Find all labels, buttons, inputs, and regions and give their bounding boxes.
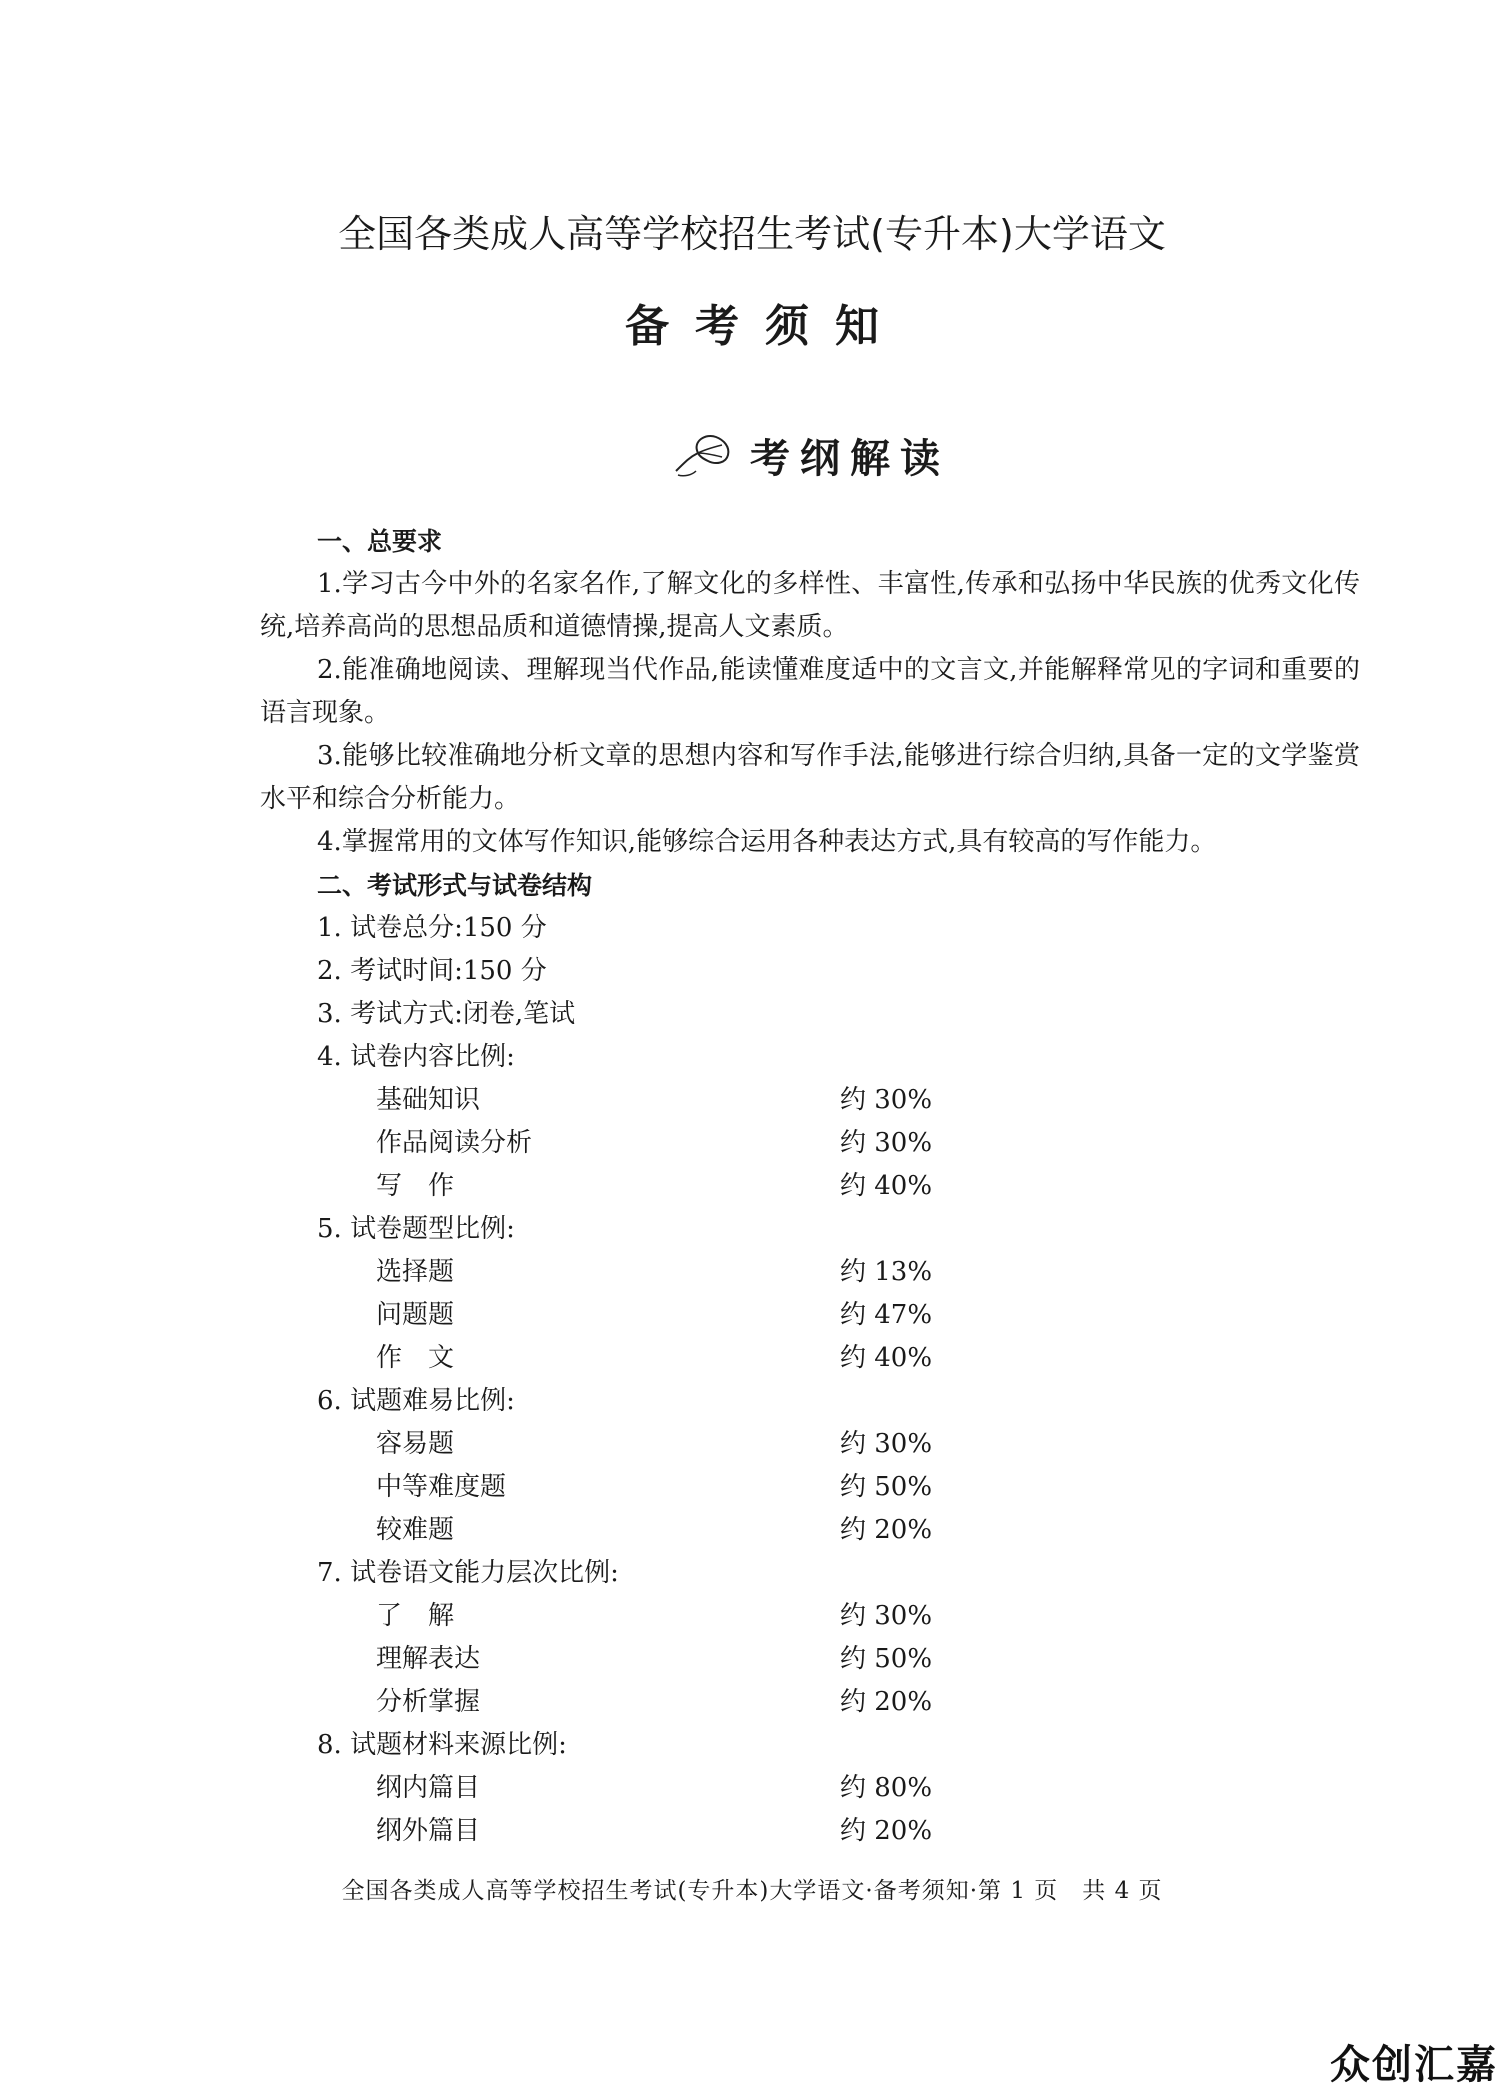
ratio-percent: 约 20% xyxy=(840,1816,933,1846)
ratio-row xyxy=(260,1122,1360,1165)
page-footer: 全国各类成人高等学校招生考试(专升本)大学语文·备考须知·第 1 页 共 4 页 xyxy=(341,1878,1163,1904)
ratio-name: 了 解 xyxy=(376,1601,455,1631)
exam-item: 5. 试卷题型比例: xyxy=(317,1214,515,1244)
requirement-paragraph: 1.学习古今中外的名家名作,了解文化的多样性、丰富性,传承和弘扬中华民族的优秀文化传统,培养高尚的思想品质和道德情操,提高人文素质。 xyxy=(260,569,1360,642)
ratio-name: 理解表达 xyxy=(376,1644,481,1674)
ratio-name: 作 文 xyxy=(376,1343,455,1373)
ratio-row xyxy=(260,1767,1360,1810)
requirement-paragraph: 3.能够比较准确地分析文章的思想内容和写作手法,能够进行综合归纳,具备一定的文学鉴赏水平和综合分析能力。 xyxy=(260,741,1360,814)
ratio-name: 较难题 xyxy=(376,1515,455,1545)
ratio-row xyxy=(260,1079,1360,1122)
ratio-percent: 约 30% xyxy=(840,1601,933,1631)
exam-item: 2. 考试时间:150 分 xyxy=(317,956,547,986)
ratio-row xyxy=(260,1681,1360,1724)
ratio-name: 分析掌握 xyxy=(376,1687,481,1717)
ratio-percent: 约 47% xyxy=(840,1300,933,1330)
ratio-row xyxy=(260,1251,1360,1294)
ratio-name: 选择题 xyxy=(376,1257,455,1287)
exam-item: 1. 试卷总分:150 分 xyxy=(317,913,547,943)
requirement-paragraph: 2.能准确地阅读、理解现当代作品,能读懂难度适中的文言文,并能解释常见的字词和重要的语言现象。 xyxy=(260,655,1360,728)
ratio-percent: 约 80% xyxy=(840,1773,933,1803)
ratio-percent: 约 30% xyxy=(840,1429,933,1459)
ratio-percent: 约 20% xyxy=(840,1515,933,1545)
ratio-name: 问题题 xyxy=(376,1300,455,1330)
ratio-percent: 约 30% xyxy=(840,1128,933,1158)
exam-item: 4. 试卷内容比例: xyxy=(317,1042,515,1072)
ratio-row xyxy=(260,1294,1360,1337)
ratio-row xyxy=(260,1337,1360,1380)
exam-item: 8. 试题材料来源比例: xyxy=(317,1730,567,1760)
exam-item: 6. 试题难易比例: xyxy=(317,1386,515,1416)
ratio-row xyxy=(260,1810,1360,1853)
ginkgo-leaf-icon xyxy=(672,431,736,479)
requirement-paragraph: 4.掌握常用的文体写作知识,能够综合运用各种表达方式,具有较高的写作能力。 xyxy=(317,827,1217,857)
ratio-name: 写 作 xyxy=(376,1171,455,1201)
ratio-name: 纲外篇目 xyxy=(376,1816,481,1846)
ratio-row xyxy=(260,1595,1360,1638)
document-subtitle: 备考须知 xyxy=(625,301,905,352)
ratio-percent: 约 40% xyxy=(840,1343,933,1373)
ratio-name: 容易题 xyxy=(376,1429,455,1459)
ratio-percent: 约 13% xyxy=(840,1257,933,1287)
watermark-logo: 众创汇嘉 xyxy=(1330,2042,1498,2088)
ratio-row xyxy=(260,1466,1360,1509)
ratio-percent: 约 30% xyxy=(840,1085,933,1115)
content-body xyxy=(260,520,1360,1853)
ratio-percent: 约 50% xyxy=(840,1644,933,1674)
exam-item: 7. 试卷语文能力层次比例: xyxy=(317,1558,619,1588)
section-label: 考纲解读 xyxy=(750,434,950,482)
exam-item: 3. 考试方式:闭卷,笔试 xyxy=(317,999,576,1029)
document-title: 全国各类成人高等学校招生考试(专升本)大学语文 xyxy=(338,212,1166,256)
part1-heading: 一、总要求 xyxy=(317,527,443,556)
ratio-name: 基础知识 xyxy=(376,1085,481,1115)
ratio-row xyxy=(260,1165,1360,1208)
ratio-percent: 约 20% xyxy=(840,1687,933,1717)
ratio-percent: 约 50% xyxy=(840,1472,933,1502)
ratio-row xyxy=(260,1423,1360,1466)
ratio-name: 中等难度题 xyxy=(376,1472,507,1502)
ratio-name: 纲内篇目 xyxy=(376,1773,481,1803)
part2-heading: 二、考试形式与试卷结构 xyxy=(317,871,593,900)
ratio-row xyxy=(260,1638,1360,1681)
section-heading xyxy=(672,425,950,485)
ratio-percent: 约 40% xyxy=(840,1171,933,1201)
ratio-row xyxy=(260,1509,1360,1552)
ratio-name: 作品阅读分析 xyxy=(376,1128,533,1158)
